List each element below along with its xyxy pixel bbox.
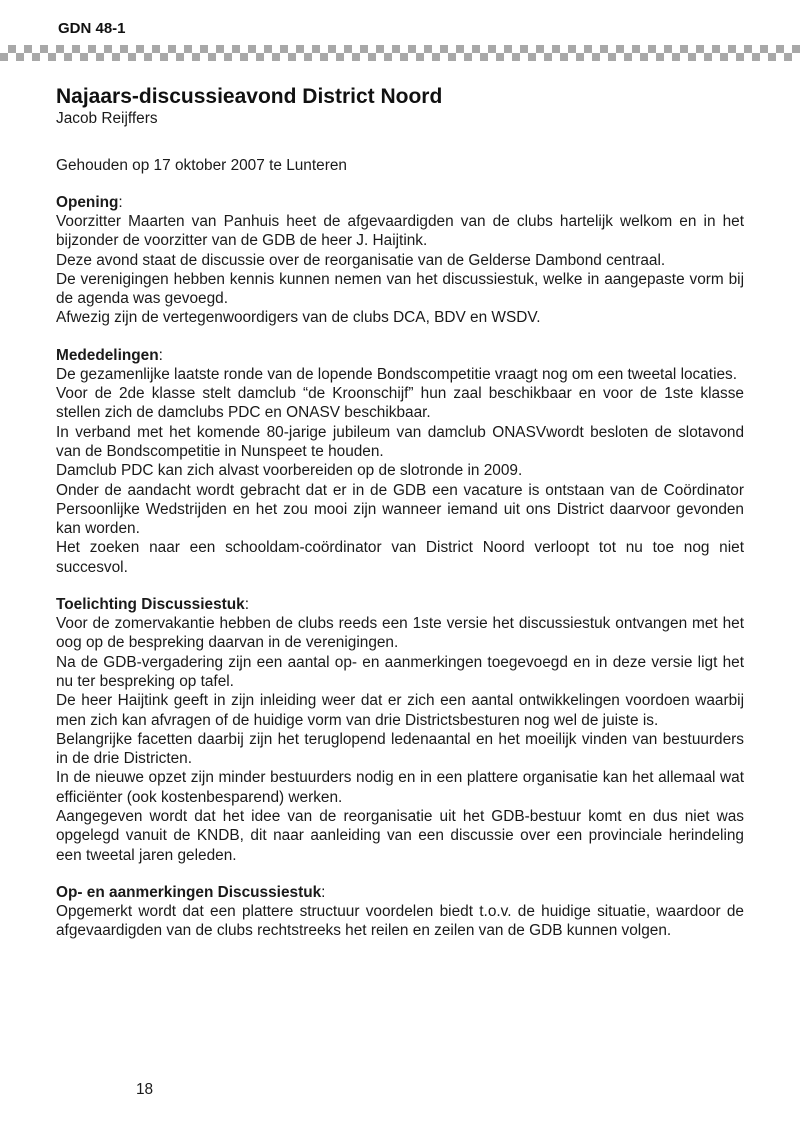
article-meta: Gehouden op 17 oktober 2007 te Lunteren xyxy=(56,157,347,174)
checkered-divider xyxy=(0,45,800,61)
paragraph: Damclub PDC kan zich alvast voorbereiden op de slotronde in 2009. xyxy=(56,462,523,480)
paragraph: Belangrijke facetten daarbij zijn het teruglopend ledenaantal en het moeilijk vinden van bestuurders in de drie Districten. xyxy=(56,730,744,768)
article-body xyxy=(56,84,744,941)
header-label: GDN 48-1 xyxy=(58,20,126,37)
paragraph: Onder de aandacht wordt gebracht dat er in de GDB een vacature is ontstaan van de Coördinator Persoonlijke Wedstrijden en het zou mooi zijn wanneer iemand uit ons District daarvoor gevonden kan worden. xyxy=(56,481,744,538)
section-heading: Opening: xyxy=(56,194,123,211)
paragraph: In de nieuwe opzet zijn minder bestuurders nodig en in een plattere organisatie kan het allemaal wat efficiënter (ook kostenbesparend) werken. xyxy=(56,769,744,806)
paragraph: Het zoeken naar een schooldam-coördinator van District Noord verloopt tot nu toe nog niet succesvol. xyxy=(56,539,744,576)
paragraph: Opgemerkt wordt dat een plattere structuur voordelen biedt t.o.v. de huidige situatie, waardoor de afgevaardigden van de clubs rechtstreeks het reilen en zeilen van de GDB kunnen volgen. xyxy=(56,902,744,940)
section-mededelingen xyxy=(56,346,744,577)
paragraph: De verenigingen hebben kennis kunnen nemen van het discussiestuk, welke in aangepaste vorm bij de agenda was gevoegd. xyxy=(56,270,744,308)
section-heading: Op- en aanmerkingen Discussiestuk: xyxy=(56,883,326,901)
paragraph: Aangegeven wordt dat het idee van de reorganisatie uit het GDB-bestuur komt en dus niet was opgelegd vanuit de KNDB, dit naar aanleiding van een discussie over een provinciale herindeling een tweetal jaren geleden. xyxy=(56,808,744,864)
paragraph: Deze avond staat de discussie over de reorganisatie van de Gelderse Dambond centraal. xyxy=(56,251,666,269)
page-number: 18 xyxy=(136,1081,154,1098)
section-heading: Mededelingen: xyxy=(56,346,163,364)
article-title: Najaars-discussieavond District Noord xyxy=(56,85,443,108)
paragraph: Voorzitter Maarten van Panhuis heet de afgevaardigden van de clubs hartelijk welkom en in het bijzonder de voorzitter van de GDB de heer J. Haijtink. xyxy=(56,213,744,250)
paragraph: In verband met het komende 80-jarige jubileum van damclub ONASVwordt besloten de slotavond van de Bondscompetitie in Nunspeet te houden. xyxy=(56,423,744,460)
section-aanmerkingen xyxy=(56,883,744,941)
article-author: Jacob Reijffers xyxy=(56,110,158,127)
paragraph: De heer Haijtink geeft in zijn inleiding weer dat er zich een aantal ontwikkelingen voordoen waarbij men zich kan afvragen of de huidige vorm van drie Districtsbesturen nog wel de juiste is. xyxy=(56,692,744,729)
paragraph: Afwezig zijn de vertegenwoordigers van de clubs DCA, BDV en WSDV. xyxy=(56,309,541,327)
section-toelichting xyxy=(56,595,744,865)
paragraph: De gezamenlijke laatste ronde van de lopende Bondscompetitie vraagt nog om een tweetal locaties. xyxy=(56,365,738,383)
paragraph: Voor de zomervakantie hebben de clubs reeds een 1ste versie het discussiestuk ontvangen met het oog op de bespreking daarvan in de verenigingen. xyxy=(56,615,744,652)
section-opening xyxy=(56,193,744,328)
paragraph: Voor de 2de klasse stelt damclub “de Kroonschijf” hun zaal beschikbaar en voor de 1ste klasse stellen zich de damclubs PDC en ONASV beschikbaar. xyxy=(56,385,744,422)
section-heading: Toelichting Discussiestuk: xyxy=(56,596,250,614)
paragraph: Na de GDB-vergadering zijn een aantal op- en aanmerkingen toegevoegd en in deze versie ligt het nu ter bespreking op tafel. xyxy=(56,653,744,690)
